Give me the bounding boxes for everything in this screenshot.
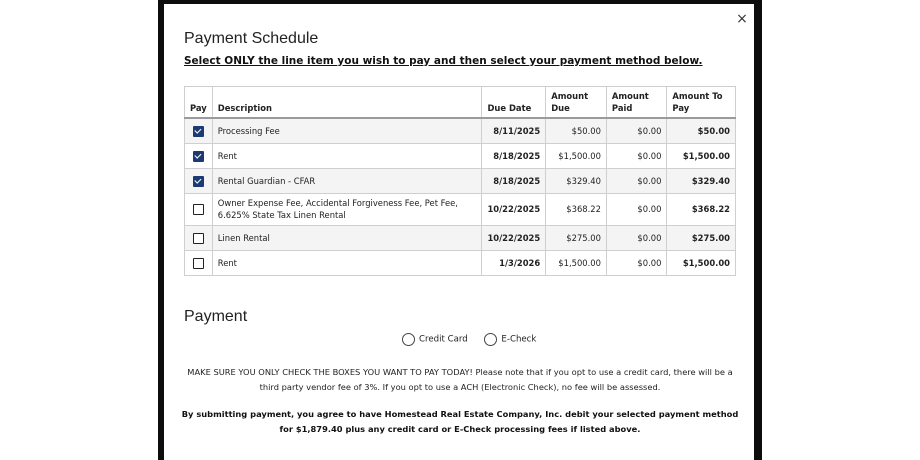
row-amount-paid: $0.00 [606,225,666,250]
row-amount-due: $1,500.00 [546,143,607,168]
row-amount-paid: $0.00 [606,250,666,275]
table-row [185,143,736,168]
row-due-date: 8/11/2025 [482,118,546,143]
payment-agreement: By submitting payment, you agree to have Homestead Real Estate Company, Inc. debit your selected payment method for $1,879.40 plus any credit card or E-Check processing fees if listed above. [181,409,739,434]
credit-card-radio[interactable] [402,333,415,346]
header-amount-to-pay: Amount To Pay [667,87,736,119]
payment-heading: Payment [184,308,248,325]
row-description: Rent [212,143,482,168]
header-pay: Pay [185,87,213,119]
table-row [185,118,736,143]
payment-schedule-modal [164,4,754,460]
row-amount-to-pay: $1,500.00 [667,250,736,275]
table-row [185,250,736,275]
row-due-date: 8/18/2025 [482,143,546,168]
row-description: Owner Expense Fee, Accidental Forgiveness Fee, Pet Fee, 6.625% State Tax Linen Rental [212,193,482,225]
modal-backdrop-right [754,0,762,460]
pay-checkbox[interactable] [193,258,204,269]
pay-checkbox[interactable] [193,126,204,137]
credit-card-option[interactable] [402,333,468,346]
pay-checkbox[interactable] [193,151,204,162]
header-amount-due: Amount Due [546,87,607,119]
row-amount-paid: $0.00 [606,118,666,143]
row-due-date: 1/3/2026 [482,250,546,275]
row-description: Linen Rental [212,225,482,250]
row-amount-due: $368.22 [546,193,607,225]
table-row [185,168,736,193]
row-amount-paid: $0.00 [606,193,666,225]
row-amount-due: $275.00 [546,225,607,250]
row-description: Rent [212,250,482,275]
row-description: Processing Fee [212,118,482,143]
table-row [185,193,736,225]
payment-notice: MAKE SURE YOU ONLY CHECK THE BOXES YOU WANT TO PAY TODAY! Please note that if you opt to use a credit card, there will be a third party vendor fee of 3%. If you opt to use a ACH (Electronic Check), no fee will be assessed. [187,367,733,392]
row-description: Rental Guardian - CFAR [212,168,482,193]
row-amount-paid: $0.00 [606,143,666,168]
row-due-date: 10/22/2025 [482,193,546,225]
credit-card-label: Credit Card [419,334,468,345]
row-amount-to-pay: $1,500.00 [667,143,736,168]
row-amount-due: $1,500.00 [546,250,607,275]
table-row [185,225,736,250]
row-amount-to-pay: $368.22 [667,193,736,225]
close-icon[interactable]: × [736,11,748,27]
row-amount-due: $50.00 [546,118,607,143]
row-due-date: 10/22/2025 [482,225,546,250]
pay-checkbox[interactable] [193,176,204,187]
row-amount-due: $329.40 [546,168,607,193]
payment-schedule-table [184,86,736,276]
pay-checkbox[interactable] [193,233,204,244]
row-amount-to-pay: $275.00 [667,225,736,250]
table-header-row [185,87,736,119]
header-due-date: Due Date [482,87,546,119]
row-amount-to-pay: $329.40 [667,168,736,193]
header-description: Description [212,87,482,119]
echeck-option[interactable] [484,333,536,346]
row-amount-paid: $0.00 [606,168,666,193]
header-amount-paid: Amount Paid [606,87,666,119]
row-amount-to-pay: $50.00 [667,118,736,143]
echeck-radio[interactable] [484,333,497,346]
payment-method-group [402,333,550,346]
modal-subtitle: Select ONLY the line item you wish to pay and then select your payment method below. [184,55,703,67]
modal-title: Payment Schedule [184,30,319,47]
echeck-label: E-Check [501,334,537,345]
pay-checkbox[interactable] [193,204,204,215]
row-due-date: 8/18/2025 [482,168,546,193]
